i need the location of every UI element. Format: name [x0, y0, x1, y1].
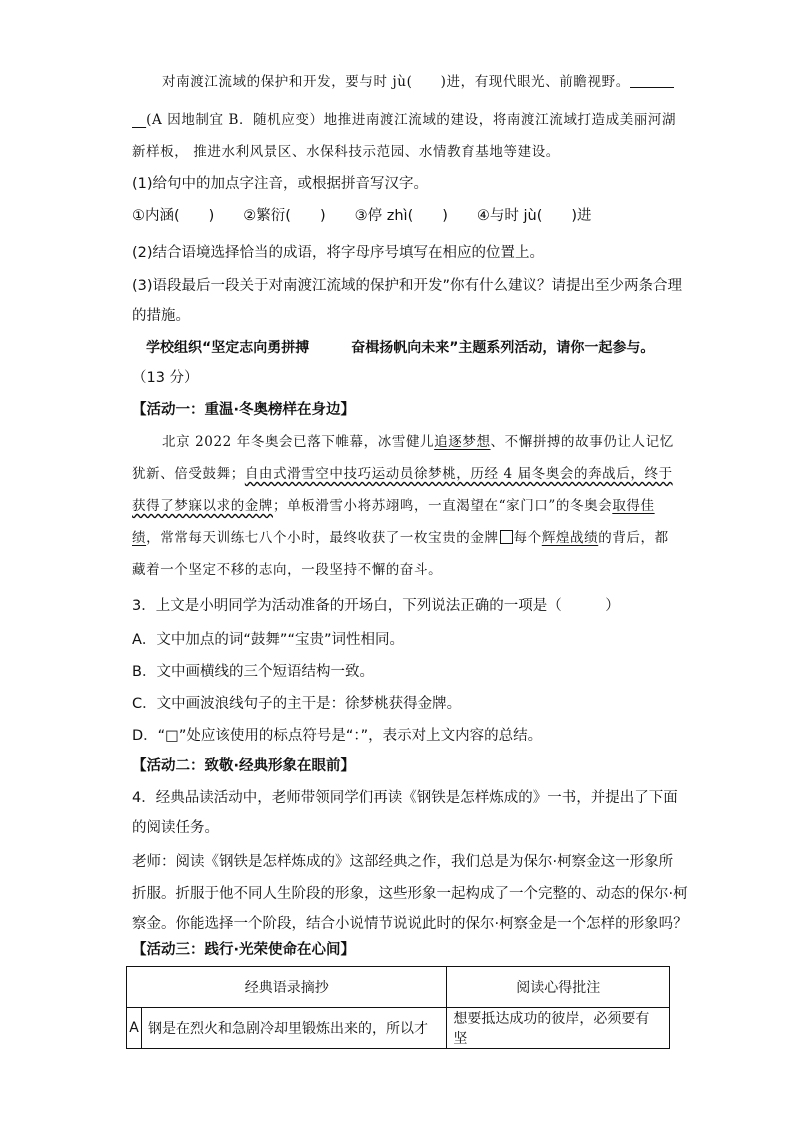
question-3-prompt: (3)语段最后一段关于对南渡江流域的保护和开发”你有什么建议？请提出至少两条合理 [132, 278, 683, 294]
speech-text: 犹新、倍受鼓舞； [132, 466, 245, 482]
speech-text: 北京 2022 年冬奥会已落下帷幕，冰雪健儿 [162, 434, 435, 450]
score-note: （13 分） [132, 370, 199, 386]
passage-line-2 [132, 110, 677, 130]
speech-line-2 [132, 464, 672, 484]
teacher-line-3: 察金。你能选择一个阶段，结合小说情节说说此时的保尔·柯察金是一个怎样的形象吗？ [132, 916, 688, 932]
underlined-phrase: 绩 [132, 530, 147, 546]
speech-line-4 [132, 528, 672, 548]
wavy-sentence: 获得了梦寐以求的金牌 [132, 498, 273, 514]
activity-3-heading: 【活动三：践行·光荣使命在心间】 [132, 942, 356, 958]
question-3-prompt-cont: 的措施。 [132, 308, 190, 324]
option-c[interactable]: C．文中画波浪线句子的主干是：徐梦桃获得金牌。 [132, 696, 462, 712]
passage-text: 对南渡江流域的保护和开发，要与时 jù( )进，有现代眼光、前瞻视野。 [162, 74, 630, 90]
question-4-stem: 4．经典品读活动中，老师带领同学们再读《钢铁是怎样炼成的》一书，并提出了下面 [132, 790, 678, 806]
table-cell-note[interactable]: 想要抵达成功的彼岸，必须要有坚 [447, 1008, 670, 1049]
table-cell-letter: A [127, 1008, 142, 1049]
table-header-cell: 经典语录摘抄 [127, 967, 447, 1008]
underlined-phrase: 追逐梦想 [434, 434, 491, 450]
option-b[interactable]: B．文中画横线的三个短语结构一致。 [132, 664, 374, 680]
table-header-row [127, 967, 670, 1008]
activity-1-heading: 【活动一：重温·冬奥榜样在身边】 [132, 402, 356, 418]
activity-intro: 学校组织“坚定志向勇拼搏 奋楫扬帆向未来”主题系列活动，请你一起参与。 [146, 340, 655, 356]
underlined-phrase: 辉煌战绩 [541, 530, 599, 546]
table-row [127, 1008, 670, 1049]
passage-text: (A 因地制宜 B．随机应变）地推进南渡江流域的建设，将南渡江流域打造成美丽河湖 [146, 112, 677, 128]
punctuation-box [500, 530, 513, 544]
speech-text: 的背后，都 [598, 530, 669, 546]
teacher-line-2: 折服。折服于他不同人生阶段的形象，这些形象一起构成了一个完整的、动态的保尔·柯 [132, 886, 688, 902]
table-cell-quote: 钢是在烈火和急剧冷却里锻炼出来的，所以才 [142, 1008, 447, 1049]
question-2-prompt: (2)结合语境选择恰当的成语，将字母序号填写在相应的位置上。 [132, 245, 545, 261]
passage-line-1 [162, 72, 702, 92]
blank-underline [132, 112, 146, 128]
speech-text: 每个 [513, 530, 542, 546]
quote-table [126, 966, 670, 1049]
wavy-sentence: 自由式滑雪空中技巧运动员徐梦桃，历经 4 届冬奥会的奔战后，终于 [244, 466, 673, 482]
table-header-cell: 阅读心得批注 [447, 967, 670, 1008]
question-1-items: ①内涵( ) ②繁衍( ) ③停 zhì( ) ④与时 jù( )进 [132, 208, 592, 224]
speech-text: ；单板滑雪小将苏翊鸣，一直渴望在“家门口”的冬奥会 [273, 498, 613, 514]
underlined-phrase: 取得佳 [612, 498, 655, 514]
question-3-stem: 3．上文是小明同学为活动准备的开场白，下列说法正确的一项是（ ） [132, 598, 620, 614]
speech-line-3 [132, 496, 672, 516]
option-d[interactable]: D．“□”处应该使用的标点符号是“：”，表示对上文内容的总结。 [132, 728, 543, 744]
answer-blank[interactable] [630, 73, 674, 88]
activity-2-heading: 【活动二：致敬·经典形象在眼前】 [132, 758, 356, 774]
speech-line-5: 藏着一个坚定不移的志向，一段坚持不懈的奋斗。 [132, 562, 443, 578]
speech-text: ，常常每天训练七八个小时，最终收获了一枚宝贵的金牌 [146, 530, 499, 546]
option-a[interactable]: A．文中加点的词“鼓舞”“宝贵”词性相同。 [132, 632, 404, 648]
question-4-stem-cont: 的阅读任务。 [132, 820, 219, 836]
passage-line-3: 新样板， 推进水利风景区、水保科技示范园、水情教育基地等建设。 [132, 144, 560, 160]
speech-line-1 [162, 432, 702, 452]
speech-text: 、不懈拼搏的故事仍让人记忆 [490, 434, 674, 450]
teacher-line-1: 老师：阅读《钢铁是怎样炼成的》这部经典之作，我们总是为保尔·柯察金这一形象所 [132, 854, 674, 870]
question-1-prompt: (1)给句中的加点字注音，或根据拼音写汉字。 [132, 176, 429, 192]
